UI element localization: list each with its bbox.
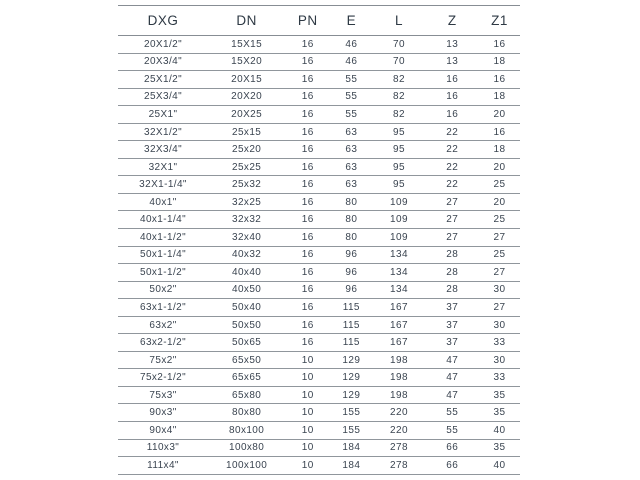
table-cell: 66 <box>426 439 479 457</box>
table-cell: 18 <box>479 53 520 71</box>
table-cell: 32X1-1/4" <box>118 176 208 194</box>
table-cell: 80x80 <box>208 404 285 422</box>
table-header <box>118 6 520 36</box>
table-cell: 134 <box>372 264 425 282</box>
table-cell: 63 <box>330 158 372 176</box>
table-cell: 16 <box>285 281 330 299</box>
column-header: E <box>330 6 372 36</box>
table-cell: 16 <box>426 106 479 124</box>
table-cell: 63x2" <box>118 316 208 334</box>
table-cell: 20X25 <box>208 106 285 124</box>
table-cell: 16 <box>479 36 520 54</box>
table-cell: 30 <box>479 281 520 299</box>
table-cell: 32x25 <box>208 193 285 211</box>
table-cell: 35 <box>479 439 520 457</box>
table-cell: 82 <box>372 71 425 89</box>
table-row <box>118 193 520 211</box>
table-row <box>118 158 520 176</box>
table-cell: 16 <box>285 193 330 211</box>
table-cell: 25 <box>479 176 520 194</box>
table-cell: 16 <box>285 229 330 247</box>
table-cell: 50x40 <box>208 299 285 317</box>
table-cell: 90x4" <box>118 422 208 440</box>
table-cell: 30 <box>479 351 520 369</box>
table-cell: 25X1" <box>118 106 208 124</box>
table-cell: 80 <box>330 193 372 211</box>
table-cell: 50x65 <box>208 334 285 352</box>
table-cell: 15X15 <box>208 36 285 54</box>
table-cell: 13 <box>426 36 479 54</box>
table-cell: 16 <box>285 71 330 89</box>
table-cell: 27 <box>426 211 479 229</box>
table-cell: 27 <box>479 229 520 247</box>
table-cell: 96 <box>330 264 372 282</box>
table-cell: 27 <box>479 264 520 282</box>
table-cell: 10 <box>285 457 330 475</box>
table-cell: 155 <box>330 404 372 422</box>
table-cell: 63 <box>330 123 372 141</box>
table-cell: 40 <box>479 422 520 440</box>
table-cell: 40x40 <box>208 264 285 282</box>
table-cell: 80x100 <box>208 422 285 440</box>
table-cell: 16 <box>285 264 330 282</box>
table-cell: 220 <box>372 422 425 440</box>
table-cell: 18 <box>479 141 520 159</box>
table-row <box>118 123 520 141</box>
table-cell: 96 <box>330 246 372 264</box>
table-cell: 16 <box>285 299 330 317</box>
table-cell: 16 <box>426 88 479 106</box>
table-cell: 198 <box>372 386 425 404</box>
table-cell: 198 <box>372 369 425 387</box>
table-cell: 129 <box>330 369 372 387</box>
table-cell: 40 <box>479 457 520 475</box>
table-cell: 16 <box>285 106 330 124</box>
table-cell: 40x50 <box>208 281 285 299</box>
table-cell: 50x2" <box>118 281 208 299</box>
table-cell: 100x80 <box>208 439 285 457</box>
table-cell: 10 <box>285 404 330 422</box>
table-cell: 95 <box>372 176 425 194</box>
table-cell: 32X1" <box>118 158 208 176</box>
table-cell: 16 <box>285 316 330 334</box>
table-cell: 109 <box>372 229 425 247</box>
table-cell: 33 <box>479 369 520 387</box>
table-row <box>118 141 520 159</box>
table-cell: 35 <box>479 386 520 404</box>
table-cell: 32X1/2" <box>118 123 208 141</box>
table-cell: 16 <box>285 123 330 141</box>
table-cell: 65x50 <box>208 351 285 369</box>
table-cell: 115 <box>330 316 372 334</box>
table-row <box>118 211 520 229</box>
table-cell: 220 <box>372 404 425 422</box>
table-cell: 25x20 <box>208 141 285 159</box>
table-cell: 111x4" <box>118 457 208 475</box>
table-cell: 32X3/4" <box>118 141 208 159</box>
table-cell: 16 <box>285 141 330 159</box>
table-cell: 134 <box>372 281 425 299</box>
table-cell: 75x2-1/2" <box>118 369 208 387</box>
table-cell: 16 <box>285 176 330 194</box>
table-row <box>118 369 520 387</box>
table-cell: 20 <box>479 158 520 176</box>
table-cell: 63 <box>330 141 372 159</box>
table-cell: 65x80 <box>208 386 285 404</box>
column-header: Z1 <box>479 6 520 36</box>
table-row <box>118 386 520 404</box>
table-row <box>118 281 520 299</box>
table-row <box>118 88 520 106</box>
table-row <box>118 439 520 457</box>
table-cell: 16 <box>285 53 330 71</box>
table-cell: 40x1-1/2" <box>118 229 208 247</box>
table-cell: 32x40 <box>208 229 285 247</box>
table-row <box>118 246 520 264</box>
table-cell: 10 <box>285 386 330 404</box>
table-cell: 20 <box>479 193 520 211</box>
table-cell: 167 <box>372 299 425 317</box>
table-cell: 28 <box>426 281 479 299</box>
table-cell: 46 <box>330 36 372 54</box>
table-row <box>118 264 520 282</box>
table-cell: 82 <box>372 106 425 124</box>
table-row <box>118 316 520 334</box>
table-cell: 32x32 <box>208 211 285 229</box>
table-cell: 10 <box>285 351 330 369</box>
table-row <box>118 176 520 194</box>
table-cell: 95 <box>372 141 425 159</box>
table-cell: 27 <box>426 193 479 211</box>
table-cell: 40x1-1/4" <box>118 211 208 229</box>
table-cell: 82 <box>372 88 425 106</box>
table-row <box>118 299 520 317</box>
table-row <box>118 351 520 369</box>
table-cell: 278 <box>372 457 425 475</box>
table-cell: 167 <box>372 316 425 334</box>
table-cell: 50x50 <box>208 316 285 334</box>
table-cell: 16 <box>285 158 330 176</box>
table-cell: 198 <box>372 351 425 369</box>
table-cell: 40x1" <box>118 193 208 211</box>
table-cell: 55 <box>330 88 372 106</box>
table-cell: 134 <box>372 246 425 264</box>
table-cell: 25x32 <box>208 176 285 194</box>
table-cell: 28 <box>426 264 479 282</box>
table-cell: 37 <box>426 299 479 317</box>
table-cell: 20X20 <box>208 88 285 106</box>
table-cell: 115 <box>330 334 372 352</box>
table-cell: 22 <box>426 176 479 194</box>
table-cell: 95 <box>372 158 425 176</box>
table-cell: 110x3" <box>118 439 208 457</box>
table-cell: 25X1/2" <box>118 71 208 89</box>
table-row <box>118 334 520 352</box>
table-cell: 55 <box>330 106 372 124</box>
table-cell: 50x1-1/4" <box>118 246 208 264</box>
table-cell: 70 <box>372 36 425 54</box>
table-row <box>118 457 520 475</box>
table-cell: 109 <box>372 211 425 229</box>
table-cell: 63x2-1/2" <box>118 334 208 352</box>
table-cell: 16 <box>285 88 330 106</box>
table-cell: 47 <box>426 386 479 404</box>
table-cell: 22 <box>426 158 479 176</box>
table-cell: 30 <box>479 316 520 334</box>
table-cell: 184 <box>330 439 372 457</box>
table-cell: 16 <box>426 71 479 89</box>
table-cell: 28 <box>426 246 479 264</box>
table-cell: 80 <box>330 211 372 229</box>
table-cell: 25x25 <box>208 158 285 176</box>
table-cell: 115 <box>330 299 372 317</box>
column-header: DN <box>208 6 285 36</box>
table-cell: 47 <box>426 369 479 387</box>
column-header: Z <box>426 6 479 36</box>
column-header: DXG <box>118 6 208 36</box>
table-cell: 40x32 <box>208 246 285 264</box>
table-row <box>118 36 520 54</box>
table-header-row <box>118 6 520 36</box>
table-cell: 278 <box>372 439 425 457</box>
table-cell: 20X15 <box>208 71 285 89</box>
column-header: L <box>372 6 425 36</box>
table-cell: 13 <box>426 53 479 71</box>
table-cell: 55 <box>426 404 479 422</box>
table-cell: 16 <box>479 71 520 89</box>
table-cell: 18 <box>479 88 520 106</box>
table-cell: 167 <box>372 334 425 352</box>
table-cell: 16 <box>285 246 330 264</box>
table-cell: 155 <box>330 422 372 440</box>
table-cell: 80 <box>330 229 372 247</box>
table-cell: 70 <box>372 53 425 71</box>
table-cell: 75x3" <box>118 386 208 404</box>
table-cell: 15X20 <box>208 53 285 71</box>
table-cell: 10 <box>285 439 330 457</box>
table-cell: 25 <box>479 246 520 264</box>
table-row <box>118 229 520 247</box>
table-cell: 63x1-1/2" <box>118 299 208 317</box>
table-row <box>118 71 520 89</box>
dimension-spec-table <box>118 5 520 475</box>
table-cell: 37 <box>426 334 479 352</box>
table-cell: 22 <box>426 123 479 141</box>
table-cell: 75x2" <box>118 351 208 369</box>
dimension-spec-table-container <box>118 5 520 475</box>
table-cell: 109 <box>372 193 425 211</box>
table-cell: 33 <box>479 334 520 352</box>
table-cell: 16 <box>285 211 330 229</box>
table-cell: 16 <box>285 36 330 54</box>
table-cell: 25X3/4" <box>118 88 208 106</box>
table-cell: 129 <box>330 386 372 404</box>
table-cell: 20X1/2" <box>118 36 208 54</box>
table-cell: 10 <box>285 422 330 440</box>
table-cell: 55 <box>426 422 479 440</box>
table-cell: 90x3" <box>118 404 208 422</box>
table-cell: 47 <box>426 351 479 369</box>
column-header: PN <box>285 6 330 36</box>
table-cell: 50x1-1/2" <box>118 264 208 282</box>
table-cell: 100x100 <box>208 457 285 475</box>
table-cell: 20 <box>479 106 520 124</box>
table-cell: 184 <box>330 457 372 475</box>
table-cell: 16 <box>479 123 520 141</box>
table-cell: 46 <box>330 53 372 71</box>
table-cell: 66 <box>426 457 479 475</box>
table-cell: 35 <box>479 404 520 422</box>
table-cell: 22 <box>426 141 479 159</box>
table-cell: 27 <box>479 299 520 317</box>
table-cell: 25x15 <box>208 123 285 141</box>
table-cell: 37 <box>426 316 479 334</box>
table-cell: 65x65 <box>208 369 285 387</box>
table-cell: 63 <box>330 176 372 194</box>
table-cell: 27 <box>426 229 479 247</box>
table-body <box>118 36 520 475</box>
table-row <box>118 106 520 124</box>
table-cell: 55 <box>330 71 372 89</box>
table-cell: 16 <box>285 334 330 352</box>
table-cell: 95 <box>372 123 425 141</box>
table-cell: 20X3/4" <box>118 53 208 71</box>
table-cell: 25 <box>479 211 520 229</box>
table-cell: 10 <box>285 369 330 387</box>
table-row <box>118 422 520 440</box>
table-row <box>118 404 520 422</box>
table-cell: 96 <box>330 281 372 299</box>
table-row <box>118 53 520 71</box>
table-cell: 129 <box>330 351 372 369</box>
